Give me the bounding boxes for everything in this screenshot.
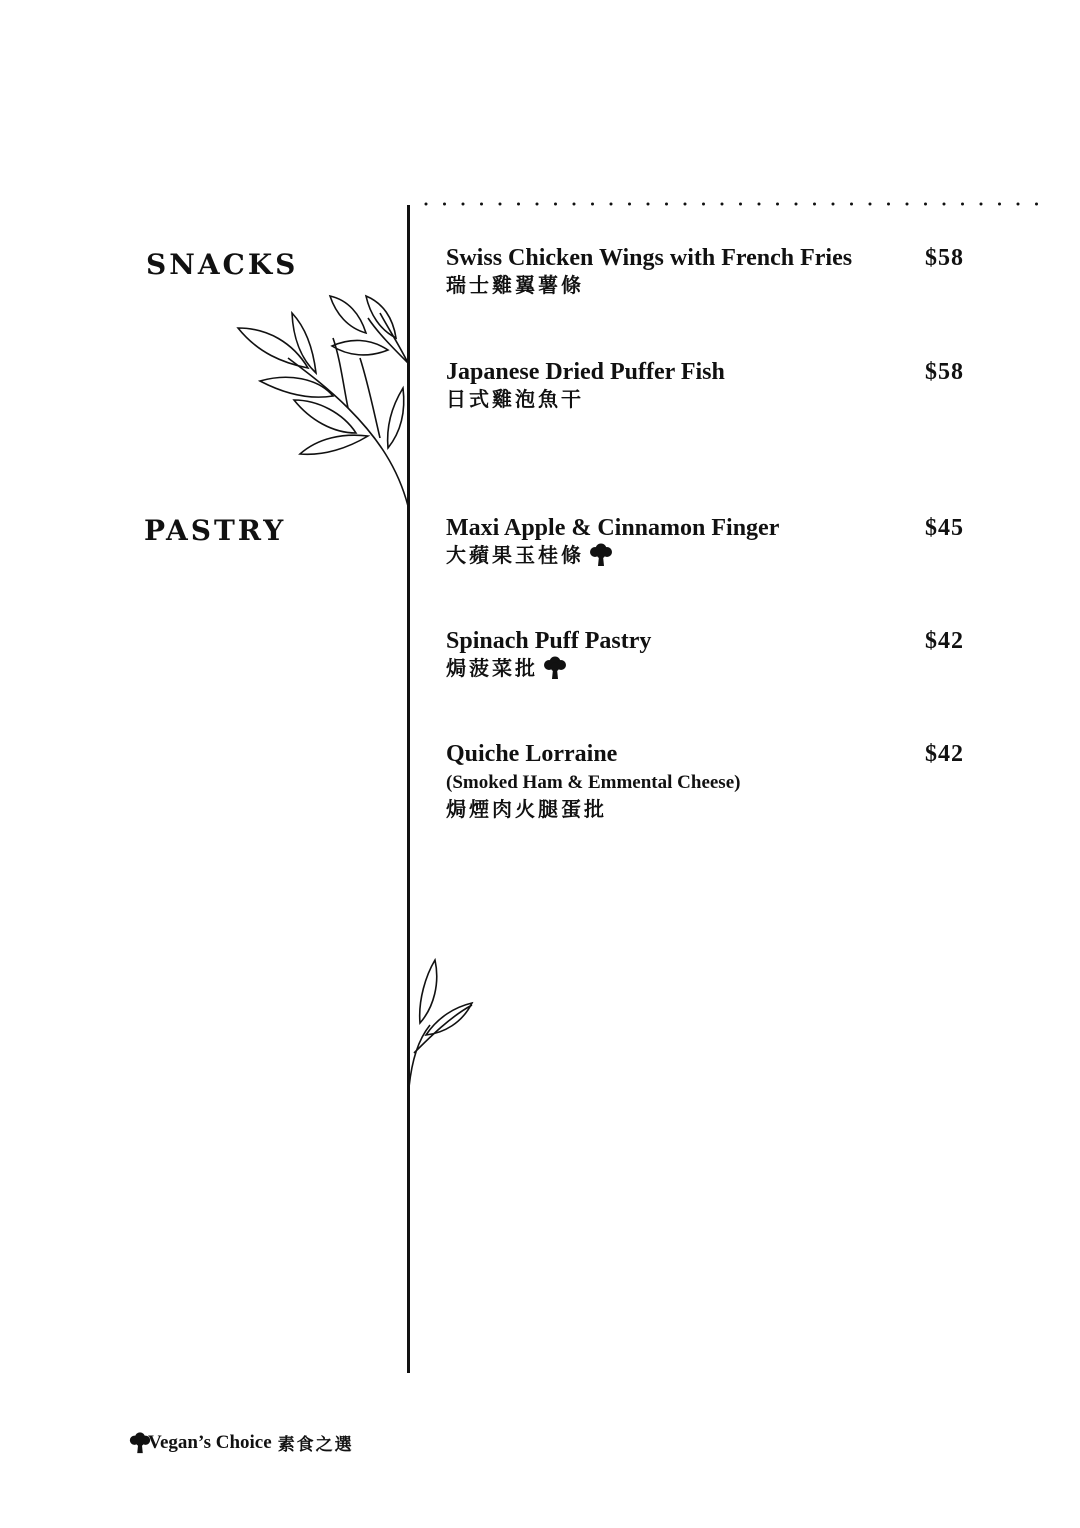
item-description: (Smoked Ham & Emmental Cheese) [446,772,741,793]
leaf-sprig-icon [400,955,480,1090]
item-chinese-name: 大蘋果玉桂條 [446,542,976,568]
item-price: $42 [925,628,964,654]
section-title-snacks: SNACKS [146,248,299,281]
legend-label-chinese: 素食之選 [277,1435,354,1455]
leaf-branch-icon [228,288,418,508]
item-chinese-name: 焗煙肉火腿蛋批 [446,797,607,821]
item-chinese-name: 焗菠菜批 [446,655,976,681]
section-title-pastry: PASTRY [144,514,287,547]
legend-label: Vegan’s Choice [148,1431,272,1453]
menu-item [446,627,976,681]
vegan-legend [128,1430,354,1455]
item-name: Swiss Chicken Wings with French Fries [446,245,853,271]
item-name: Quiche Lorraine [446,741,618,767]
menu-item [446,740,976,822]
menu-item [446,514,976,568]
item-price: $45 [925,515,964,541]
item-name: Japanese Dried Puffer Fish [446,359,725,385]
item-price: $42 [925,741,964,767]
item-price: $58 [925,245,964,271]
menu-item [446,358,976,412]
item-name: Spinach Puff Pastry [446,628,652,654]
item-chinese-name: 瑞士雞翼薯條 [446,273,584,297]
broccoli-icon [542,656,568,680]
item-name: Maxi Apple & Cinnamon Finger [446,515,780,541]
item-price: $58 [925,359,964,385]
dotted-rule [422,198,1042,210]
item-chinese-name: 日式雞泡魚干 [446,387,584,411]
menu-item [446,244,976,298]
broccoli-icon [588,543,614,567]
